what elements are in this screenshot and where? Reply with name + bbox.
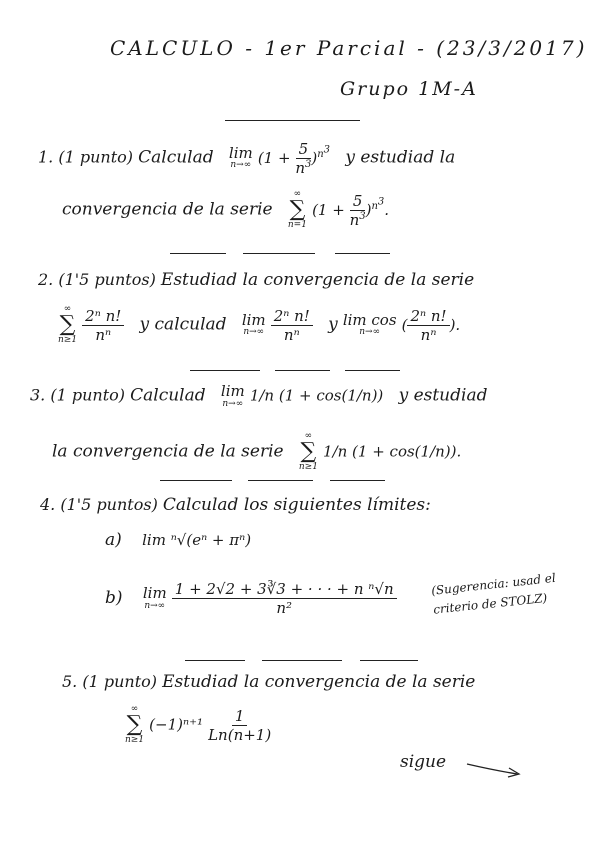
problem-2-limit-2-term: $\frac{\text{2ⁿ n!}}{\text{nⁿ}}$ [407,307,449,344]
problem-4-label: 4. (1'5 puntos) [40,495,158,514]
divider-1b [243,253,315,254]
problem-5-label: 5. (1 punto) [62,672,158,691]
problem-3-line-2 [52,432,461,472]
problem-5-sign-term: (−1)ⁿ⁺¹ [149,715,203,734]
problem-1-line-2 [62,190,389,230]
problem-4-b-limit: lim n→∞ [142,584,167,611]
problem-4-a-expression: lim ⁿ√(eⁿ + πⁿ) [142,531,252,549]
problem-5-line-1 [62,672,475,692]
problem-2-series-term: $\frac{\text{2ⁿ n!}}{\text{nⁿ}}$ [82,307,124,344]
problem-2-limit-2: lim cos n→∞ [342,310,397,338]
problem-4-b-label: b) [105,588,123,608]
exam-title: CALCULO - 1er Parcial - (23/3/2017) [110,36,588,60]
problem-3-text-2: la convergencia de la serie [52,441,284,462]
problem-3-limit: lim n→∞ [220,382,245,409]
problem-2-line-1 [38,270,474,290]
problem-2-mid: y calculad [139,314,227,335]
problem-4-part-a [105,530,251,550]
divider-4b [262,660,342,661]
problem-4-line-1 [40,495,431,515]
problem-1-line-1 [38,140,455,177]
problem-4-hint: (Sugerencia: usad el criterio de STOLZ) [430,570,557,617]
problem-2-line-2: ∞ ∑ n≥1 $\frac{\text{2ⁿ n!}}{\text{nⁿ}}$ y calculad lim n→∞ $\frac{\text{2ⁿ n!}}{\text{nⁿ}}$ y lim cos n→∞ ( $\frac{\text{2ⁿ n!}}{\text{nⁿ}}$ ). [58,304,461,345]
problem-1-text-2: convergencia de la serie [62,199,273,220]
problem-3-expression: 1/n (1 + cos(1/n)) [249,386,384,405]
problem-3-label: 3. (1 punto) [30,385,126,405]
problem-1-sum: ∞ ∑ n=1 [287,189,307,230]
problem-1-expression: (1 + $\frac{5}{n^3}$ )$^{n^3}$ [257,140,331,177]
problem-3-line-1 [30,383,487,409]
continue-arrow-icon [465,752,525,782]
problem-2-limit-1: lim n→∞ [241,310,266,338]
problem-3-text: Calculad [130,385,206,406]
problem-1-limit: lim n→∞ [228,143,253,171]
problem-2-sum: ∞ ∑ n≥1 [58,304,78,345]
divider-3b [248,480,313,481]
header-rule [225,120,360,121]
problem-2-label: 2. (1'5 puntos) [38,270,156,289]
divider-1a [170,253,226,254]
problem-1-tail: y estudiad la [345,147,456,168]
problem-3-series: 1/n (1 + cos(1/n)). [323,442,462,461]
exam-group: Grupo 1M-A [340,78,478,100]
divider-2b [275,370,330,371]
continue-note: sigue [400,752,447,772]
problem-1-series: (1 + $\frac{5}{n^3}$ )$^{n^3}$. [312,192,390,229]
divider-3c [330,480,385,481]
problem-4-text: Calculad los siguientes límites: [162,495,431,515]
problem-3-sum: ∞ ∑ n≥1 [298,431,318,472]
problem-5-line-2 [125,705,271,745]
divider-4c [360,660,418,661]
problem-4-a-label: a) [105,530,122,550]
divider-3a [160,480,232,481]
problem-5-fraction: $\frac{1}{Ln(n+1)}$ [208,706,272,744]
divider-2a [190,370,260,371]
divider-4a [185,660,245,661]
problem-1-label: 1. (1 punto) [38,147,134,167]
divider-2c [345,370,400,371]
problem-5-text: Estudiad la convergencia de la serie [162,672,476,692]
problem-5-sum: ∞ ∑ n≥1 [125,704,145,745]
problem-2-limit-1-term: $\frac{\text{2ⁿ n!}}{\text{nⁿ}}$ [271,307,313,344]
problem-4-part-b [105,580,397,617]
divider-1c [335,253,390,254]
problem-3-tail: y estudiad [398,385,488,406]
problem-4-b-expression: $\frac{\text{1 + 2√2 + 3∛3 + · · · + n ⁿ√n}}{\text{n²}}$ [172,580,397,617]
problem-2-and: y [328,314,338,335]
problem-1-text: Calculad [138,147,214,168]
problem-2-text: Estudiad la convergencia de la serie [160,270,475,290]
